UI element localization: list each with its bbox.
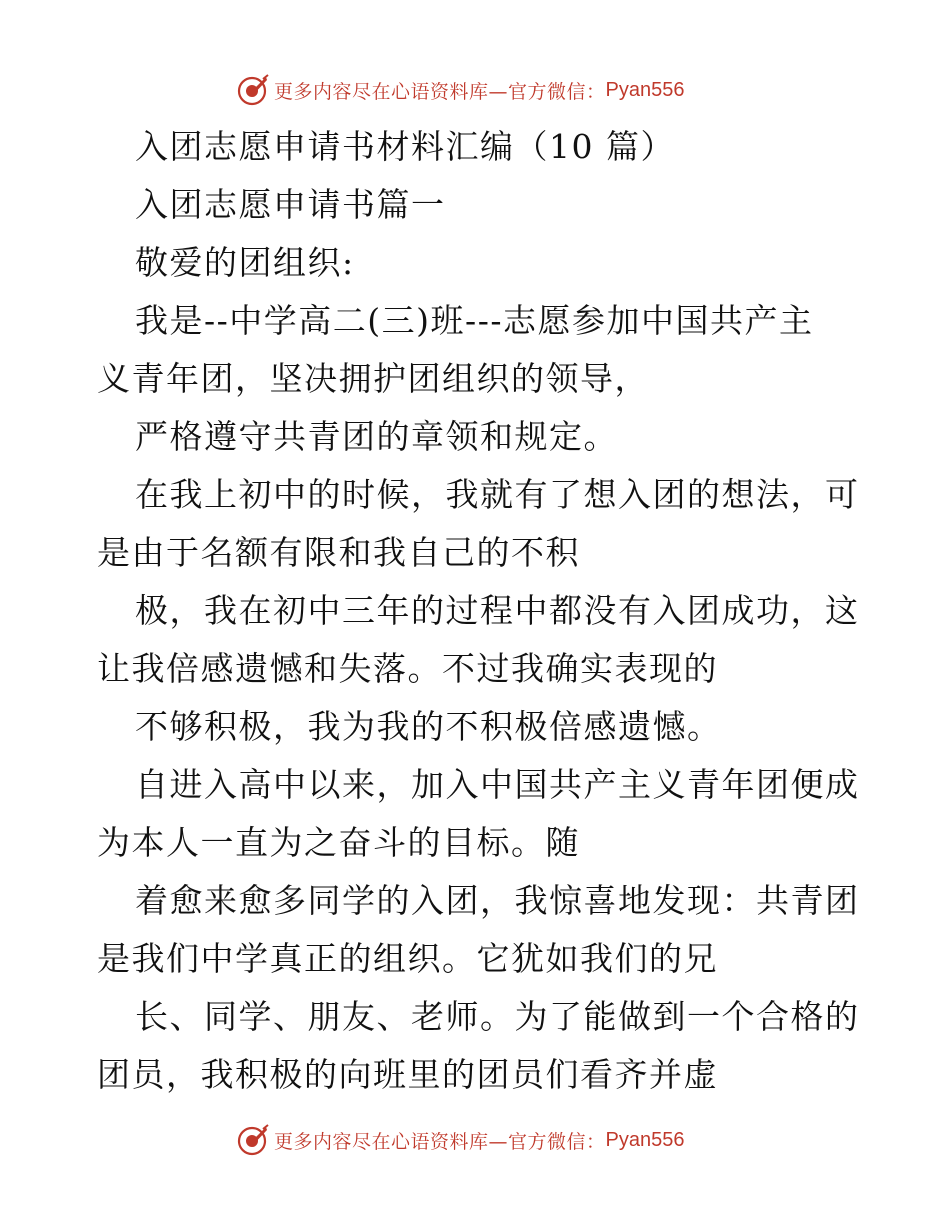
text-line: 我是--中学高二(三)班---志愿参加中国共产主 [135,301,814,340]
document-body [97,118,867,1104]
text-line: 着愈来愈多同学的入团，我惊喜地发现：共青团 [135,881,860,920]
quill-logo-icon [236,73,270,107]
watermark-wechat-id: Pyan556 [605,1128,685,1151]
text-line: 义青年团，坚决拥护团组织的领导， [97,359,649,398]
watermark-footer [236,1122,684,1158]
text-line: 敬爱的团组织: [135,243,355,282]
text-line: 让我倍感遗憾和失落。不过我确实表现的 [97,649,718,688]
text-line: 极，我在初中三年的过程中都没有入团成功，这 [135,591,860,630]
document-title: 入团志愿申请书材料汇编（10 篇） [135,127,675,166]
quill-logo-icon [236,1123,270,1157]
text-line: 长、同学、朋友、老师。为了能做到一个合格的 [135,997,860,1036]
text-line: 团员，我积极的向班里的团员们看齐并虚 [97,1055,718,1094]
text-line: 是由于名额有限和我自己的不积 [97,533,580,572]
watermark-wechat-id: Pyan556 [605,78,685,101]
text-line: 在我上初中的时候，我就有了想入团的想法，可 [135,475,860,514]
text-line: 是我们中学真正的组织。它犹如我们的兄 [97,939,718,978]
text-line: 不够积极，我为我的不积极倍感遗憾。 [135,707,722,746]
text-line: 为本人一直为之奋斗的目标。随 [97,823,580,862]
text-line: 严格遵守共青团的章领和规定。 [135,417,618,456]
section-heading: 入团志愿申请书篇一 [135,185,446,224]
watermark-text: 更多内容尽在心语资料库—官方微信： [274,80,606,103]
watermark-header [236,72,684,108]
watermark-text: 更多内容尽在心语资料库—官方微信： [274,1130,606,1153]
text-line: 自进入高中以来，加入中国共产主义青年团便成 [135,765,860,804]
